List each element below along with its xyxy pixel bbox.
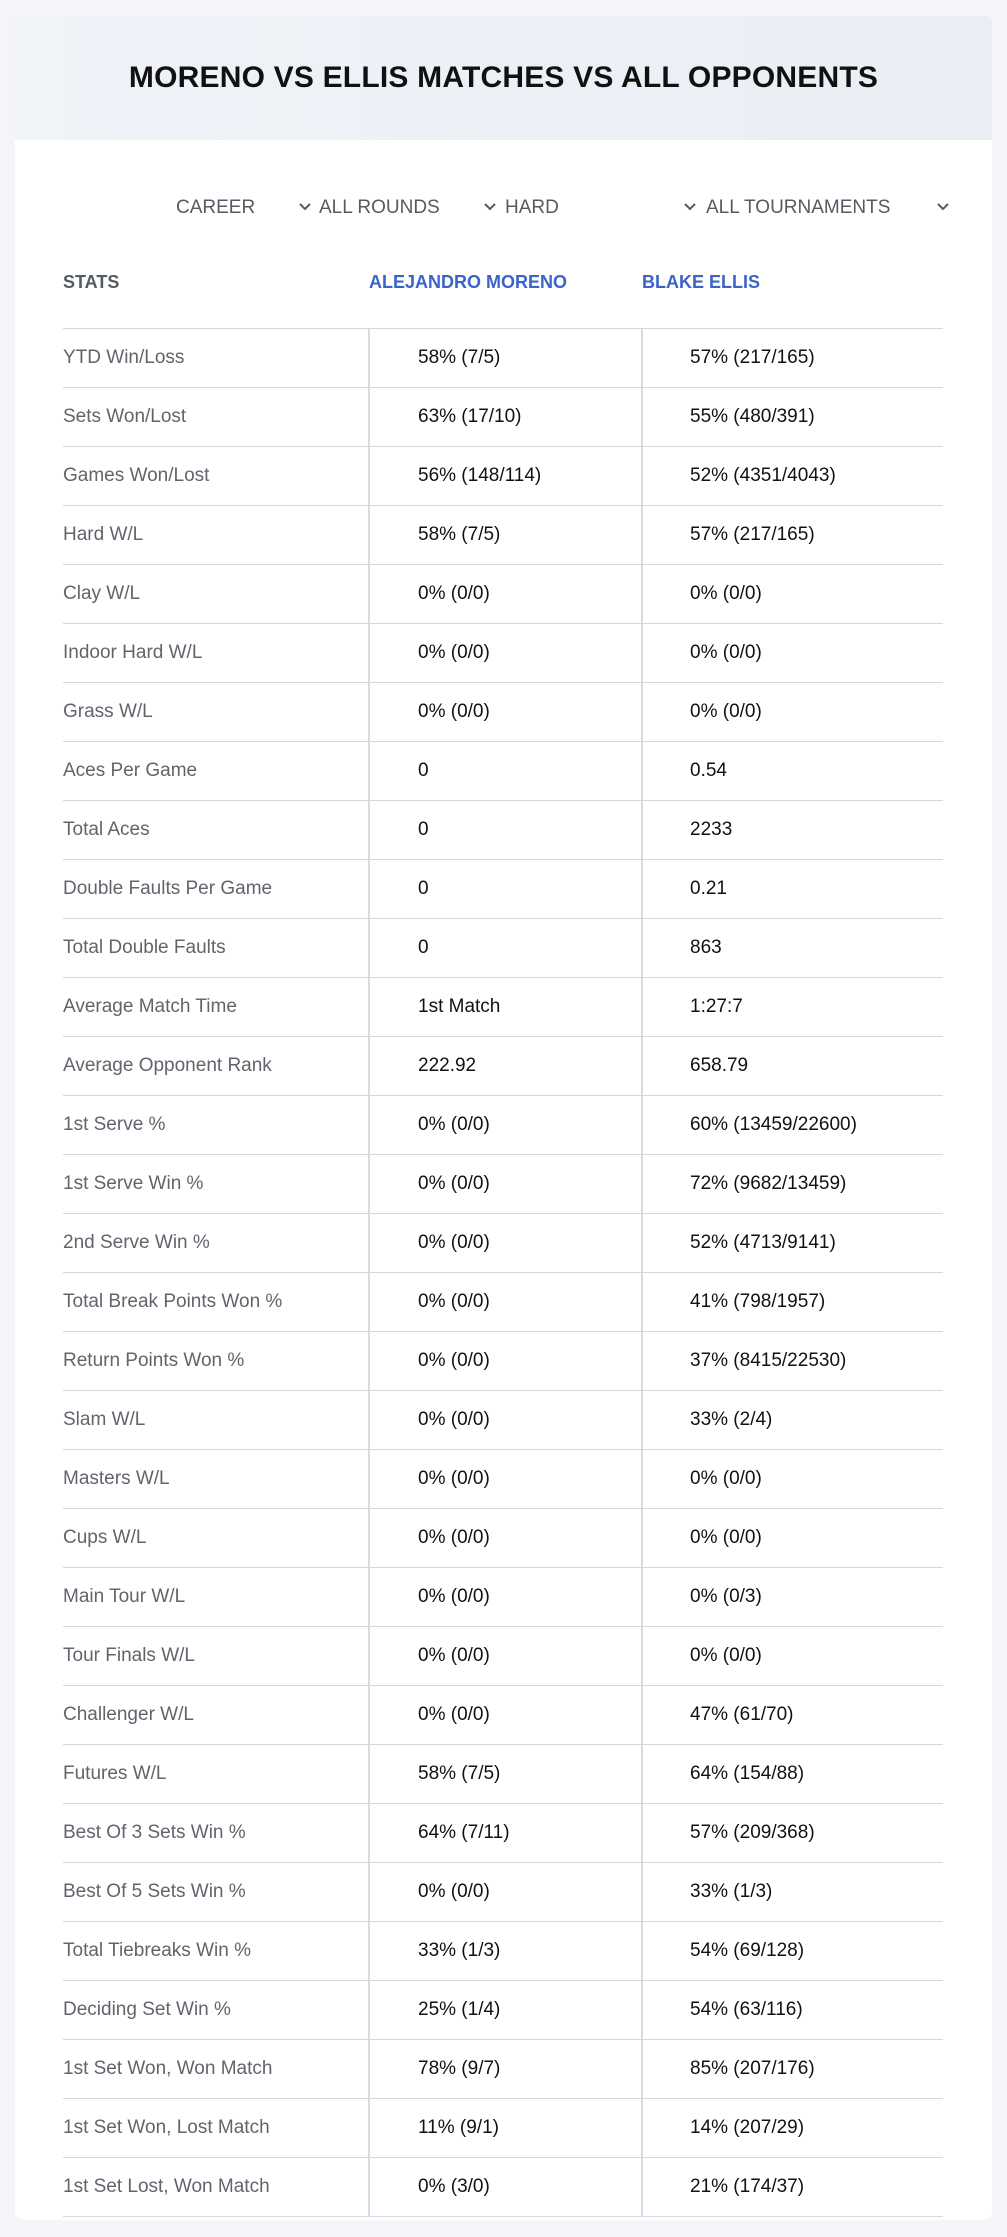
column-divider [641, 1981, 643, 2039]
table-row [63, 1273, 943, 1332]
player1-value: 58% (7/5) [418, 347, 501, 368]
column-divider [368, 1627, 370, 1685]
column-divider [368, 1155, 370, 1213]
stat-label: 1st Set Won, Won Match [63, 2058, 273, 2079]
player2-value: 60% (13459/22600) [690, 1114, 857, 1135]
stat-label: Tour Finals W/L [63, 1645, 195, 1666]
table-row [63, 2040, 943, 2099]
column-divider [368, 388, 370, 446]
table-row [63, 2099, 943, 2158]
rounds-select[interactable] [319, 188, 499, 228]
player2-value: 54% (63/116) [690, 1999, 803, 2020]
player2-value: 52% (4351/4043) [690, 465, 836, 486]
player2-value: 0% (0/0) [690, 701, 762, 722]
column-divider [641, 447, 643, 505]
column-divider [368, 2040, 370, 2098]
player1-value: 0% (0/0) [418, 701, 490, 722]
column-divider [368, 978, 370, 1036]
table-row [63, 1037, 943, 1096]
stat-label: Slam W/L [63, 1409, 146, 1430]
column-divider [641, 1745, 643, 1803]
stat-label: Grass W/L [63, 701, 153, 722]
player1-value: 0 [418, 937, 429, 958]
player2-value: 0% (0/0) [690, 642, 762, 663]
player1-value: 0% (0/0) [418, 1409, 490, 1430]
stat-label: Indoor Hard W/L [63, 642, 203, 663]
column-divider [368, 1686, 370, 1744]
column-divider [368, 1863, 370, 1921]
player2-value: 55% (480/391) [690, 406, 815, 427]
stats-card [15, 16, 992, 2220]
chevron-down-icon [934, 198, 952, 216]
column-divider [368, 1037, 370, 1095]
column-divider [641, 1273, 643, 1331]
stat-label: Total Break Points Won % [63, 1291, 283, 1312]
table-row [63, 1391, 943, 1450]
table-row [63, 801, 943, 860]
table-row [63, 1155, 943, 1214]
column-divider [641, 801, 643, 859]
stat-label: 1st Set Lost, Won Match [63, 2176, 270, 2197]
player2-value: 57% (209/368) [690, 1822, 815, 1843]
tournaments-select-value: ALL TOURNAMENTS [706, 197, 891, 218]
column-divider [641, 1037, 643, 1095]
column-divider [641, 1568, 643, 1626]
column-divider [641, 742, 643, 800]
stat-label: Best Of 3 Sets Win % [63, 1822, 246, 1843]
player1-link[interactable]: ALEJANDRO MORENO [369, 272, 568, 292]
table-row [63, 388, 943, 447]
player2-value: 33% (2/4) [690, 1409, 773, 1430]
player2-value: 37% (8415/22530) [690, 1350, 847, 1371]
column-divider [641, 1450, 643, 1508]
player1-value: 56% (148/114) [418, 465, 542, 486]
player2-value: 2233 [690, 819, 733, 840]
stat-label: Clay W/L [63, 583, 141, 604]
table-row [63, 506, 943, 565]
player1-value: 0% (0/0) [418, 1291, 490, 1312]
column-divider [368, 329, 370, 387]
stat-label: Total Tiebreaks Win % [63, 1940, 251, 1961]
player1-value: 222.92 [418, 1055, 477, 1076]
table-row [63, 1096, 943, 1155]
column-divider [641, 565, 643, 623]
player2-value: 0% (0/0) [690, 1527, 762, 1548]
player1-value: 0% (0/0) [418, 1232, 490, 1253]
stat-label: Best Of 5 Sets Win % [63, 1881, 246, 1902]
table-row [63, 1686, 943, 1745]
column-divider [641, 1391, 643, 1449]
column-divider [368, 1745, 370, 1803]
player2-value: 85% (207/176) [690, 2058, 815, 2079]
player2-value: 33% (1/3) [690, 1881, 773, 1902]
player2-value: 0.54 [690, 760, 727, 781]
player2-value: 0.21 [690, 878, 727, 899]
player2-value: 1:27:7 [690, 996, 743, 1017]
column-divider [641, 506, 643, 564]
column-divider [368, 919, 370, 977]
stat-label: Return Points Won % [63, 1350, 245, 1371]
period-select-value: CAREER [176, 197, 256, 218]
column-divider [641, 683, 643, 741]
stat-label: Sets Won/Lost [63, 406, 187, 427]
player1-value: 0 [418, 760, 429, 781]
stat-label: Total Aces [63, 819, 150, 840]
player1-value: 0 [418, 819, 429, 840]
player2-value: 0% (0/0) [690, 1468, 762, 1489]
stat-label: Games Won/Lost [63, 465, 210, 486]
tournaments-select[interactable] [706, 188, 956, 228]
column-divider [368, 1391, 370, 1449]
player2-value: 54% (69/128) [690, 1940, 805, 1961]
column-divider [641, 860, 643, 918]
stats-column-header: STATS [63, 272, 120, 292]
stat-label: Average Opponent Rank [63, 1055, 272, 1076]
rounds-select-value: ALL ROUNDS [319, 197, 440, 218]
player1-value: 0% (0/0) [418, 1645, 490, 1666]
stat-label: Masters W/L [63, 1468, 170, 1489]
stats-table [63, 256, 943, 2217]
player1-value: 0% (0/0) [418, 583, 490, 604]
table-row [63, 1627, 943, 1686]
column-divider [368, 447, 370, 505]
stat-label: Hard W/L [63, 524, 144, 545]
column-divider [641, 1509, 643, 1567]
column-divider [368, 2158, 370, 2216]
player2-value: 0% (0/3) [690, 1586, 762, 1607]
player1-value: 33% (1/3) [418, 1940, 501, 1961]
stat-label: YTD Win/Loss [63, 347, 185, 368]
table-row [63, 1214, 943, 1273]
column-divider [641, 978, 643, 1036]
player1-value: 0% (0/0) [418, 642, 490, 663]
player2-value: 658.79 [690, 1055, 749, 1076]
table-row [63, 1804, 943, 1863]
column-divider [641, 1155, 643, 1213]
player1-value: 0% (3/0) [418, 2176, 490, 2197]
player1-value: 0% (0/0) [418, 1527, 490, 1548]
column-divider [641, 1804, 643, 1862]
surface-select[interactable] [505, 188, 705, 228]
stat-label: Main Tour W/L [63, 1586, 186, 1607]
column-divider [368, 683, 370, 741]
chevron-down-icon [296, 198, 314, 216]
table-row [63, 1922, 943, 1981]
stat-label: 1st Serve % [63, 1114, 166, 1135]
column-divider [641, 1332, 643, 1390]
column-divider [641, 388, 643, 446]
player1-value: 0% (0/0) [418, 1586, 490, 1607]
column-divider [368, 565, 370, 623]
player2-value: 21% (174/37) [690, 2176, 805, 2197]
player1-value: 0% (0/0) [418, 1114, 490, 1135]
player2-value: 14% (207/29) [690, 2117, 805, 2138]
table-row [63, 978, 943, 1037]
stat-label: 1st Set Won, Lost Match [63, 2117, 270, 2138]
table-row [63, 1332, 943, 1391]
column-divider [368, 1214, 370, 1272]
column-divider [368, 860, 370, 918]
table-row [63, 565, 943, 624]
player1-value: 0% (0/0) [418, 1468, 490, 1489]
column-divider [368, 1804, 370, 1862]
column-divider [641, 1922, 643, 1980]
column-divider [368, 1450, 370, 1508]
player1-value: 58% (7/5) [418, 1763, 501, 1784]
player1-value: 0% (0/0) [418, 1881, 490, 1902]
column-divider [641, 2158, 643, 2216]
column-divider [368, 1273, 370, 1331]
column-divider [641, 2040, 643, 2098]
player2-value: 47% (61/70) [690, 1704, 794, 1725]
column-divider [368, 1509, 370, 1567]
table-row [63, 447, 943, 506]
column-divider [368, 1096, 370, 1154]
stat-label: Total Double Faults [63, 937, 226, 958]
player2-value: 52% (4713/9141) [690, 1232, 836, 1253]
stat-label: Deciding Set Win % [63, 1999, 231, 2020]
table-row [63, 624, 943, 683]
stat-label: Futures W/L [63, 1763, 167, 1784]
player2-value: 57% (217/165) [690, 347, 815, 368]
filter-bar [15, 188, 992, 228]
column-divider [641, 1627, 643, 1685]
table-body [63, 328, 943, 2217]
player2-value: 863 [690, 937, 722, 958]
column-divider [368, 624, 370, 682]
player2-value: 0% (0/0) [690, 583, 762, 604]
table-row [63, 683, 943, 742]
table-row [63, 742, 943, 801]
surface-select-value: HARD [505, 197, 559, 218]
stat-label: Cups W/L [63, 1527, 147, 1548]
column-divider [368, 1568, 370, 1626]
player2-link[interactable]: BLAKE ELLIS [642, 272, 761, 292]
table-row [63, 2158, 943, 2217]
player1-value: 0% (0/0) [418, 1173, 490, 1194]
table-row [63, 1981, 943, 2040]
table-row [63, 860, 943, 919]
column-divider [368, 1922, 370, 1980]
table-row [63, 1863, 943, 1922]
column-divider [368, 1981, 370, 2039]
player2-value: 57% (217/165) [690, 524, 815, 545]
column-divider [641, 329, 643, 387]
column-divider [368, 742, 370, 800]
column-divider [368, 801, 370, 859]
table-header [63, 256, 943, 328]
stat-label: Double Faults Per Game [63, 878, 273, 899]
player1-value: 58% (7/5) [418, 524, 501, 545]
table-row [63, 919, 943, 978]
page-title: MORENO VS ELLIS MATCHES VS ALL OPPONENTS [128, 61, 879, 94]
column-divider [641, 624, 643, 682]
column-divider [641, 1096, 643, 1154]
column-divider [641, 919, 643, 977]
column-divider [368, 2099, 370, 2157]
player1-value: 63% (17/10) [418, 406, 522, 427]
table-row [63, 1568, 943, 1627]
player1-value: 78% (9/7) [418, 2058, 501, 2079]
column-divider [641, 2099, 643, 2157]
column-divider [641, 1863, 643, 1921]
player1-value: 0% (0/0) [418, 1704, 490, 1725]
stat-label: Aces Per Game [63, 760, 198, 781]
table-row [63, 1745, 943, 1804]
player2-value: 64% (154/88) [690, 1763, 805, 1784]
stat-label: 1st Serve Win % [63, 1173, 204, 1194]
player2-value: 72% (9682/13459) [690, 1173, 847, 1194]
period-select[interactable] [176, 188, 316, 228]
table-row [63, 329, 943, 388]
stat-label: Challenger W/L [63, 1704, 194, 1725]
table-row [63, 1509, 943, 1568]
table-row [63, 1450, 943, 1509]
player1-value: 1st Match [418, 996, 501, 1017]
chevron-down-icon [481, 198, 499, 216]
player1-value: 11% (9/1) [418, 2117, 499, 2138]
chevron-down-icon [681, 198, 699, 216]
card-header [15, 16, 992, 140]
player2-value: 41% (798/1957) [690, 1291, 826, 1312]
player1-value: 64% (7/11) [418, 1822, 510, 1843]
player1-value: 0% (0/0) [418, 1350, 490, 1371]
column-divider [368, 506, 370, 564]
player1-value: 25% (1/4) [418, 1999, 501, 2020]
column-divider [368, 1332, 370, 1390]
stat-label: 2nd Serve Win % [63, 1232, 210, 1253]
column-divider [641, 1214, 643, 1272]
player1-value: 0 [418, 878, 429, 899]
column-divider [641, 1686, 643, 1744]
player2-value: 0% (0/0) [690, 1645, 762, 1666]
stat-label: Average Match Time [63, 996, 237, 1017]
